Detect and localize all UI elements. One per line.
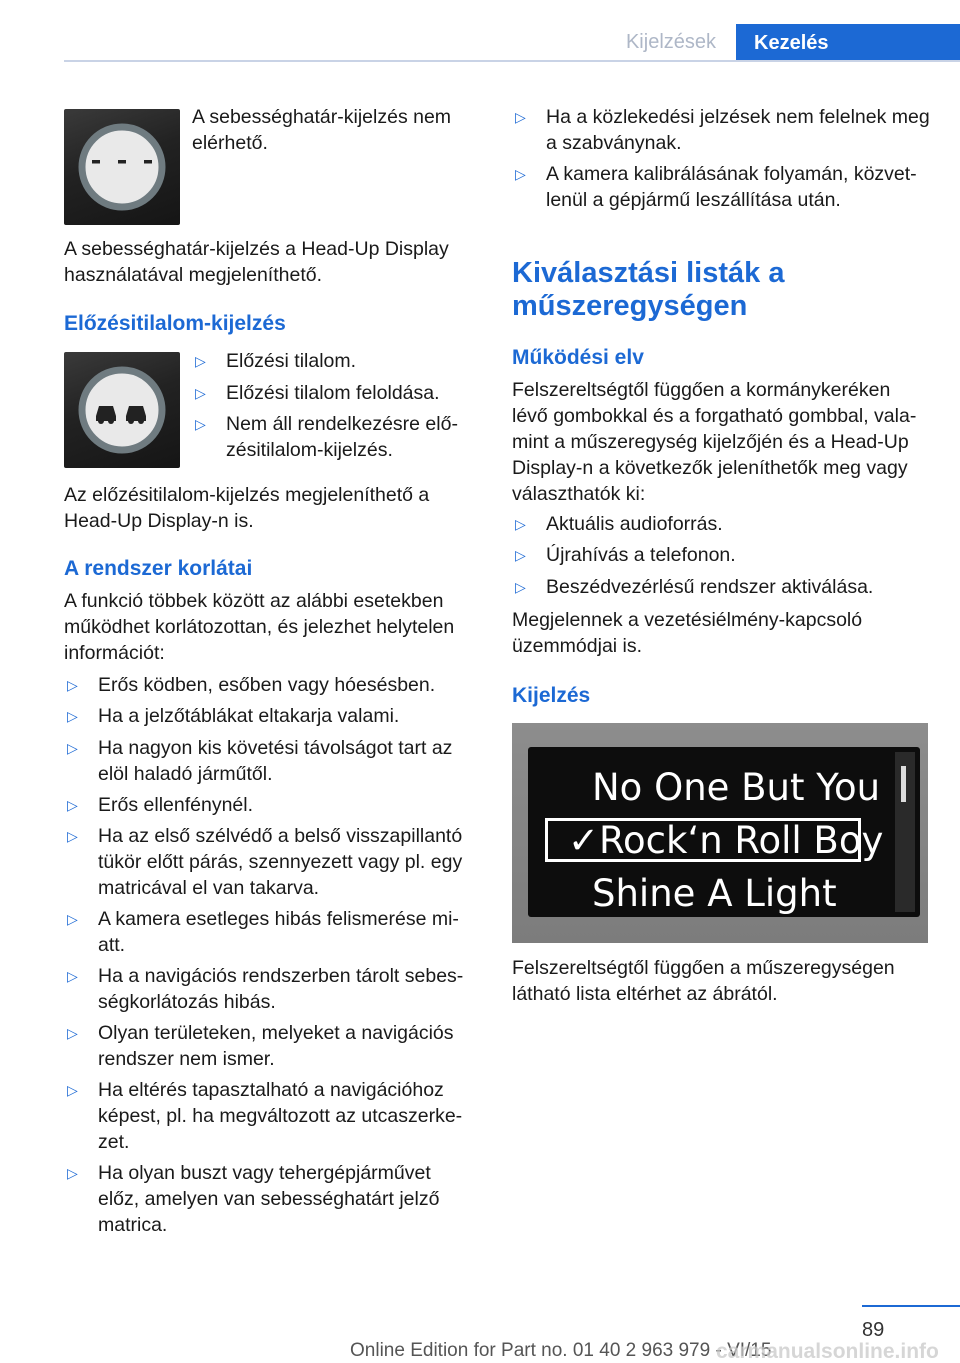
list-item: ▷ Ha az első szélvédő a belső visszapillantó tükör előtt párás, szennyezett vagy pl. egy matricával el van takarva. [67,825,463,899]
list-item: ▷ A kamera esetleges hibás felismerése mi-att. [67,908,459,956]
limits-intro: A funkció többek között az alábbi esetekben működhet korlátozottan, és jelezhet helytelen információt: [64,590,455,664]
triangle-right-icon: ▷ [515,166,526,182]
mode-text: Megjelennek a vezetésiélmény-kapcsoló üzemmódjai is. [512,609,863,657]
overtake-hud-text: Az előzésitilalom-kijelzés megjeleníthető a Head-Up Display-n is. [64,484,430,532]
no-overtaking-icon [64,352,180,468]
scrollbar-thumb [901,766,906,802]
list-item: ▷ Aktuális audioforrás. [515,513,723,535]
list-item: ▷ Ha eltérés tapasztalható a navigációhoz képest, pl. ha megváltozott az utcaszerke-zet. [67,1079,463,1153]
triangle-right-icon: ▷ [67,968,78,984]
triangle-right-icon: ▷ [515,547,526,563]
scrollbar [895,752,915,912]
list-item: ▷ A kamera kalibrálásának folyamán, közvet-lenül a gépjármű leszállítása után. [515,163,917,211]
principle-heading: Működési elv [512,346,644,369]
triangle-right-icon: ▷ [67,740,78,756]
page-number-divider [862,1305,960,1307]
section-heading: Kiválasztási listák a műszeregységen [512,257,785,322]
watermark: carmanualsonline.info [716,1340,939,1363]
list-item: ▷ Ha a közlekedési jelzések nem felelnek meg a szabványnak. [515,106,930,154]
triangle-right-icon: ▷ [67,677,78,693]
principle-text: Felszereltségtől függően a kormánykeréken lévő gombokkal és a forgatható gombbal, vala-mint a műszeregység kijelzőjén és a Head-Up Display-n a következők jeleníthetők meg vagy választhatók ki: [512,379,917,505]
triangle-right-icon: ▷ [67,708,78,724]
list-item: ▷ Erős ködben, esőben vagy hóesésben. [67,674,436,696]
triangle-right-icon: ▷ [195,353,206,369]
list-entry: Shine A Light [592,872,837,915]
triangle-right-icon: ▷ [515,109,526,125]
list-entry-selected: ✓Rock‘n Roll Boy [568,819,884,862]
instrument-cluster-list-image [512,723,928,943]
triangle-right-icon: ▷ [195,385,206,401]
list-item: ▷ Újrahívás a telefonon. [515,544,736,566]
speed-limit-unavailable-icon [64,109,180,225]
list-item: ▷ Előzési tilalom feloldása. [195,382,440,404]
edition-footer: Online Edition for Part no. 01 40 2 963 979 - VI/15 [350,1340,772,1361]
speed-limit-caption: A sebességhatár-kijelzés nem elérhető. [192,106,452,154]
display-heading: Kijelzés [512,684,591,707]
list-entry: No One But You [592,766,881,809]
triangle-right-icon: ▷ [515,516,526,532]
header-tab-kezeles[interactable]: Kezelés [736,24,960,62]
page-number: 89 [862,1319,885,1341]
display-caption: Felszereltségtől függően a műszeregységen látható lista eltérhet az ábrától. [512,957,895,1005]
list-item: ▷ Olyan területeken, melyeket a navigációs rendszer nem ismer. [67,1022,454,1070]
triangle-right-icon: ▷ [67,911,78,927]
list-item: ▷ Erős ellenfénynél. [67,794,254,816]
triangle-right-icon: ▷ [67,1025,78,1041]
triangle-right-icon: ▷ [67,828,78,844]
list-item: ▷ Ha nagyon kis követési távolságot tart az elöl haladó járműtől. [67,737,453,785]
header-tab-kijelzesek[interactable]: Kijelzések [625,31,717,53]
list-item: ▷ Ha olyan buszt vagy tehergépjárművet előz, amelyen van sebességhatárt jelző matrica. [67,1162,440,1236]
list-item: ▷ Ha a jelzőtáblákat eltakarja valami. [67,705,400,727]
triangle-right-icon: ▷ [67,1165,78,1181]
triangle-right-icon: ▷ [195,416,206,432]
list-item: ▷ Ha a navigációs rendszerben tárolt sebes-ségkorlátozás hibás. [67,965,464,1013]
header-divider [64,60,960,62]
overtake-heading: Előzésitilalom-kijelzés [64,312,286,335]
limits-heading: A rendszer korlátai [64,557,253,580]
list-item: ▷ Beszédvezérlésű rendszer aktiválása. [515,576,874,598]
triangle-right-icon: ▷ [515,579,526,595]
selection-frame [545,818,861,862]
speed-limit-hud-text: A sebességhatár-kijelzés a Head-Up Display használatával megjeleníthető. [64,238,449,286]
triangle-right-icon: ▷ [67,1082,78,1098]
list-item: ▷ Előzési tilalom. [195,350,357,372]
triangle-right-icon: ▷ [67,797,78,813]
list-item: ▷ Nem áll rendelkezésre elő-zésitilalom-kijelzés. [195,413,458,461]
